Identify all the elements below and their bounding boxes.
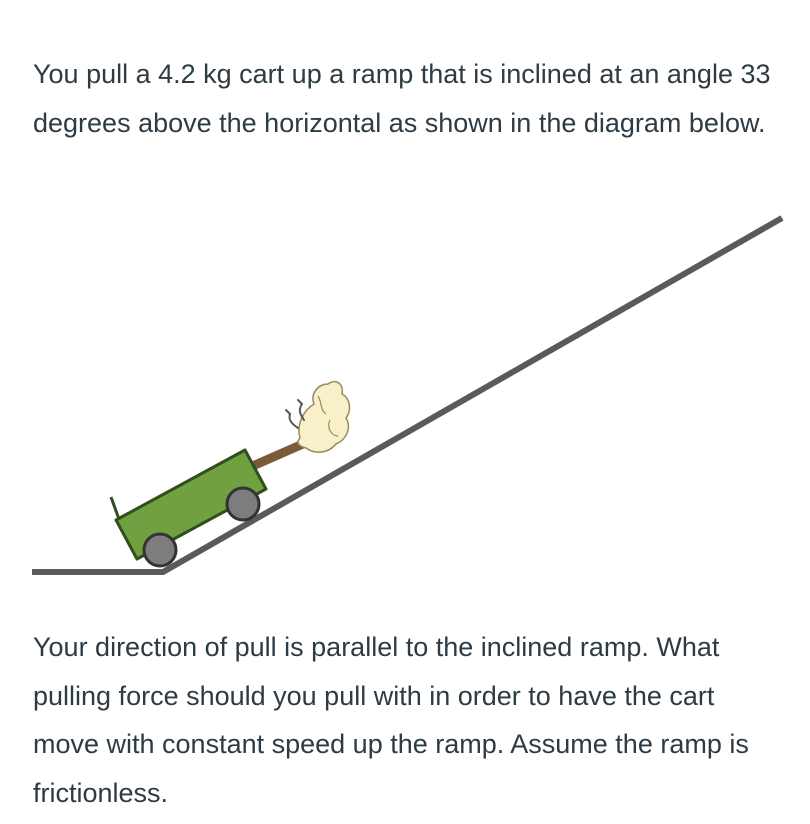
- pulling-hand: [286, 382, 349, 452]
- problem-question-text: Your direction of pull is parallel to the inclined ramp. What pulling force should you pull with in order to have the cart move with constant speed up the ramp. Assume the ramp is frictionless.: [33, 632, 749, 808]
- ramp-cart-diagram: [0, 200, 810, 600]
- problem-intro-text: You pull a 4.2 kg cart up a ramp that is inclined at an angle 33 degrees above the horizontal as shown in the diagram below.: [33, 59, 771, 138]
- cart-front-wheel: [227, 488, 259, 520]
- cart-rear-wheel: [144, 534, 176, 566]
